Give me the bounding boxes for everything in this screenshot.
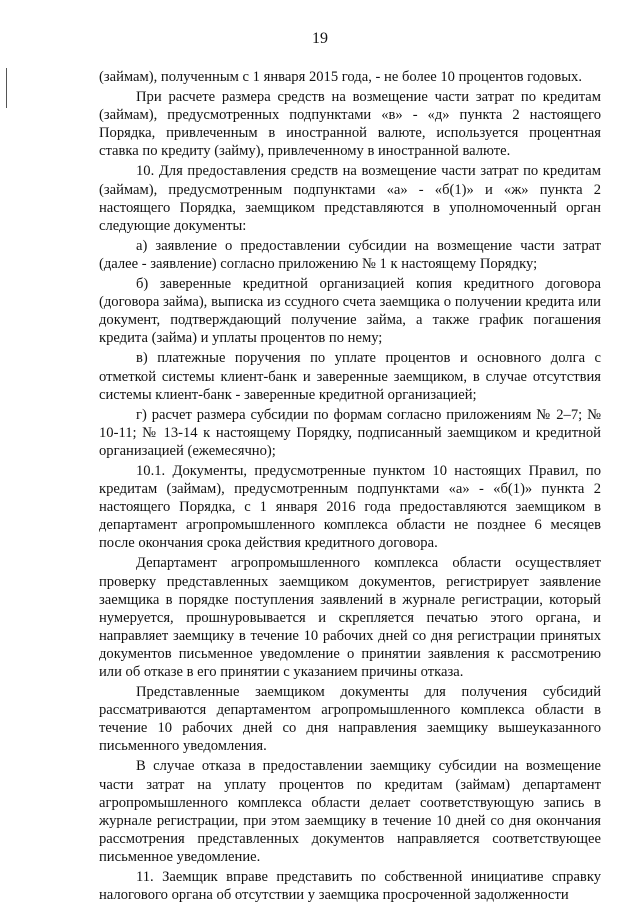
paragraph: б) заверенные кредитной организацией копия кредитного договора (договора займа), выписка из ссудного счета заемщика о получении кредита или документ, подтверждающий получение займа, а также график погашения кредита (займа) и уплаты процентов по нему; [99,276,601,347]
paragraph: а) заявление о предоставлении субсидии на возмещение части затрат (далее - заявление) согласно приложению № 1 к настоящему Порядку; [99,237,601,272]
paragraph: (займам), полученным с 1 января 2015 года, - не более 10 процентов годовых. [99,69,582,85]
page-number: 19 [312,30,328,47]
margin-line [6,68,7,108]
paragraph: При расчете размера средств на возмещение части затрат по кредитам (займам), предусмотренных подпунктами «в» - «д» пункта 2 настоящего Порядка, привлеченным в иностранной валюте, используется процентная ставка по кредиту (займу), привлеченному в иностранной валюте. [99,89,601,160]
paragraph: г) расчет размера субсидии по формам согласно приложениям № 2–7; № 10-11; № 13-14 к настоящему Порядку, подписанный заемщиком и кредитной организацией (ежемесячно); [99,406,601,459]
document-body [99,68,601,904]
paragraph: 11. Заемщик вправе представить по собственной инициативе справку налогового органа об отсутствии у заемщика просроченной задолженности [99,869,601,904]
paragraph: Департамент агропромышленного комплекса области осуществляет проверку представленных заемщиком документов, регистрирует заявление заемщика в порядке поступления заявлений в журнале регистрации, который нумеруется, прошнуровывается и скрепляется печатью этого органа, и направляет заемщику в течение 10 рабочих дней со дня регистрации принятых документов письменное уведомление о принятии заявления к рассмотрению или об отказе в его принятии с указанием причины отказа. [99,555,601,680]
paragraph: Представленные заемщиком документы для получения субсидий рассматриваются департаментом агропромышленного комплекса области в течение 10 рабочих дней со дня направления заемщику вышеуказанного письменного уведомления. [99,684,601,755]
paragraph: в) платежные поручения по уплате процентов и основного долга с отметкой системы клиент-банк и заверенные заемщиком, в случае отсутствия системы клиент-банк - заверенные кредитной организацией; [99,350,601,403]
paragraph: В случае отказа в предоставлении заемщику субсидии на возмещение части затрат на уплату процентов по кредитам (займам) департамент агропромышленного комплекса области делает соответствующую запись в журнале регистрации, при этом заемщику в течение 10 дней со дня окончания рассмотрения представленных документов направляется соответствующее письменное уведомление. [99,758,601,865]
paragraph: 10. Для предоставления средств на возмещение части затрат по кредитам (займам), предусмотренным подпунктами «а» - «б(1)» и «ж» пункта 2 настоящего Порядка, заемщиком представляются в уполномоченный орган следующие документы: [99,163,601,234]
paragraph: 10.1. Документы, предусмотренные пунктом 10 настоящих Правил, по кредитам (займам), предусмотренным подпунктами «а» - «б(1)» пункта 2 настоящего Порядка, с 1 января 2016 года предоставляются заемщиком в департамент агропромышленного комплекса области не позднее 6 месяцев после окончания срока действия кредитного договора. [99,462,601,552]
